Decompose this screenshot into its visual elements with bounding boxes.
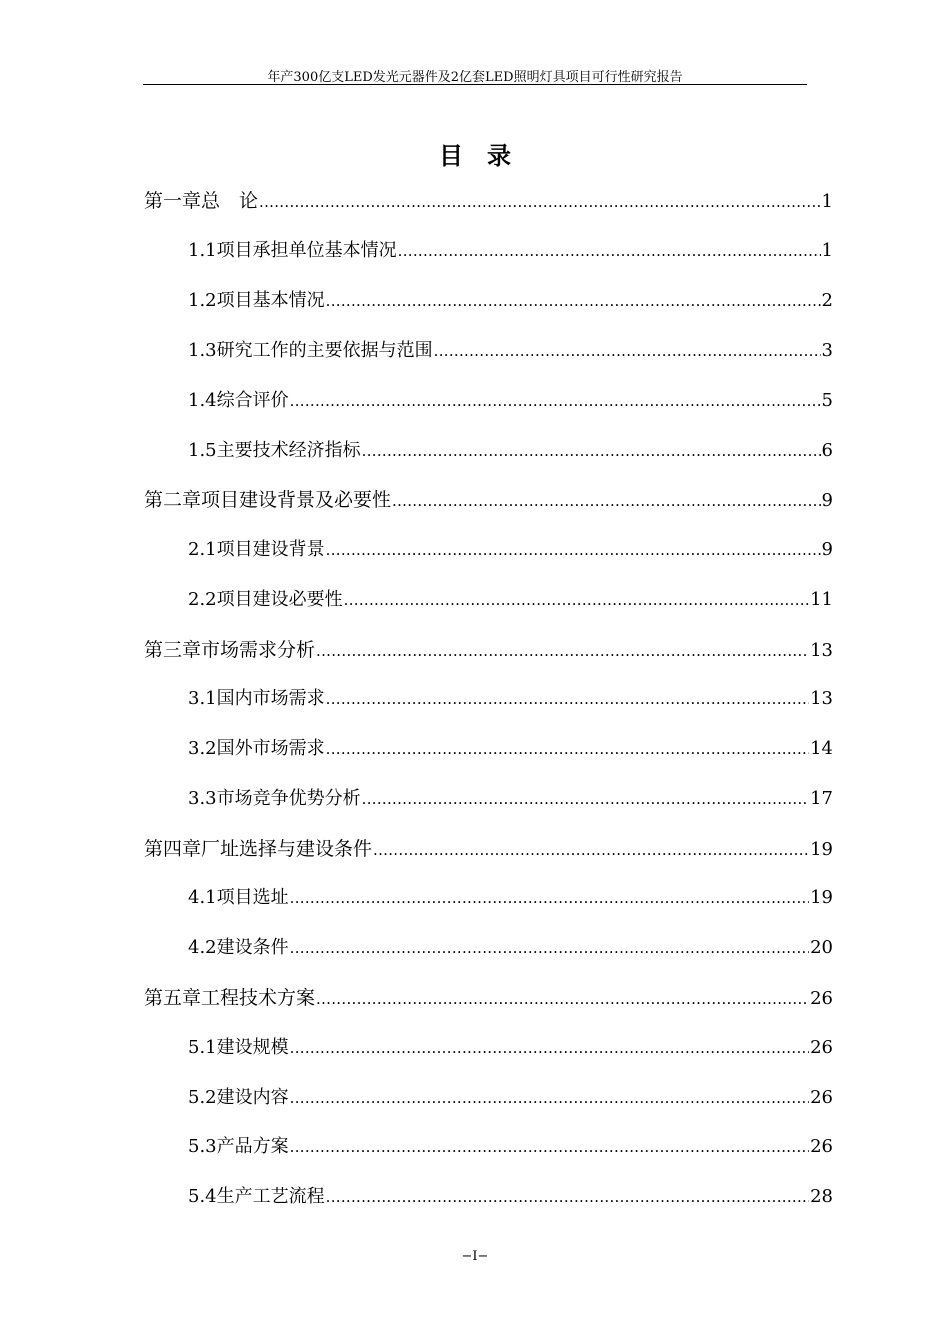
toc-page-number: 6 — [821, 440, 833, 461]
toc-leader-dots — [316, 636, 809, 666]
toc-chapter-number: 第一章 — [144, 190, 202, 212]
toc-section-1-5[interactable] — [188, 436, 833, 466]
toc-page-number: 26 — [810, 988, 833, 1009]
toc-section-5-2[interactable] — [188, 1083, 833, 1113]
toc-section-1-2[interactable] — [188, 286, 833, 316]
header-rule — [143, 84, 807, 85]
toc-section-2-2[interactable] — [188, 585, 833, 615]
toc-chapter-2[interactable] — [144, 485, 833, 515]
toc-section-title: 项目建设背景 — [216, 539, 325, 560]
toc-section-5-4[interactable] — [188, 1182, 833, 1212]
toc-chapter-1[interactable] — [144, 186, 833, 216]
toc-chapter-title: 工程技术方案 — [201, 987, 316, 1009]
toc-section-title: 建设规模 — [216, 1037, 289, 1058]
toc-section-3-2[interactable] — [188, 734, 833, 764]
toc-leader-dots — [326, 535, 821, 565]
toc-page-number: 9 — [821, 490, 833, 511]
toc-chapter-number: 第四章 — [144, 838, 202, 860]
toc-leader-dots — [290, 386, 821, 416]
toc-leader-dots — [398, 236, 821, 266]
toc-section-title: 综合评价 — [216, 390, 289, 411]
toc-page-number: 13 — [810, 688, 833, 709]
toc-section-1-3[interactable] — [188, 336, 833, 366]
toc-section-number: 1.1 — [188, 240, 217, 261]
toc-chapter-4[interactable] — [144, 834, 833, 864]
toc-leader-dots — [434, 336, 821, 366]
toc-section-number: 2.2 — [188, 589, 217, 610]
toc-chapter-title: 总 论 — [201, 190, 259, 212]
toc-page-number: 11 — [810, 589, 833, 610]
toc-leader-dots — [290, 933, 809, 963]
toc-section-number: 1.5 — [188, 440, 217, 461]
toc-section-number: 3.2 — [188, 738, 217, 759]
toc-section-number: 1.4 — [188, 390, 217, 411]
toc-page-number: 26 — [810, 1087, 833, 1108]
page-footer-number: −I− — [461, 1249, 489, 1264]
toc-leader-dots — [326, 286, 821, 316]
toc-page-number: 26 — [810, 1037, 833, 1058]
toc-section-3-3[interactable] — [188, 784, 833, 814]
toc-chapter-title: 项目建设背景及必要性 — [201, 489, 392, 511]
toc-page-number: 14 — [810, 738, 833, 759]
toc-page-number: 9 — [821, 539, 833, 560]
toc-chapter-title: 市场需求分析 — [201, 639, 316, 661]
toc-section-5-1[interactable] — [188, 1033, 833, 1063]
toc-page-number: 3 — [821, 340, 833, 361]
toc-section-number: 3.3 — [188, 788, 217, 809]
toc-leader-dots — [362, 436, 821, 466]
toc-section-title: 市场竞争优势分析 — [216, 788, 361, 809]
toc-section-title: 主要技术经济指标 — [216, 440, 361, 461]
toc-leader-dots — [259, 187, 821, 217]
toc-leader-dots — [290, 1132, 809, 1162]
toc-section-number: 2.1 — [188, 539, 217, 560]
toc-section-title: 生产工艺流程 — [216, 1186, 325, 1207]
toc-page-number: 19 — [810, 887, 833, 908]
toc-section-title: 国内市场需求 — [216, 688, 325, 709]
toc-section-title: 项目选址 — [216, 887, 289, 908]
toc-leader-dots — [392, 486, 821, 516]
toc-section-title: 建设内容 — [216, 1087, 289, 1108]
toc-chapter-3[interactable] — [144, 635, 833, 665]
toc-leader-dots — [373, 835, 809, 865]
toc-leader-dots — [326, 684, 809, 714]
toc-page-number: 17 — [810, 788, 833, 809]
toc-chapter-number: 第五章 — [144, 987, 202, 1009]
toc-chapter-number: 第三章 — [144, 639, 202, 661]
toc-leader-dots — [316, 984, 809, 1014]
toc-section-4-2[interactable] — [188, 933, 833, 963]
toc-section-5-3[interactable] — [188, 1132, 833, 1162]
toc-leader-dots — [290, 883, 809, 913]
toc-section-number: 5.4 — [188, 1186, 217, 1207]
toc-section-number: 5.1 — [188, 1037, 217, 1058]
toc-chapter-number: 第二章 — [144, 489, 202, 511]
toc-leader-dots — [326, 1182, 809, 1212]
toc-section-title: 项目基本情况 — [216, 290, 325, 311]
toc-section-title: 项目承担单位基本情况 — [216, 240, 397, 261]
toc-section-number: 3.1 — [188, 688, 217, 709]
toc-section-number: 1.3 — [188, 340, 217, 361]
toc-page-number: 20 — [810, 937, 833, 958]
toc-section-1-4[interactable] — [188, 386, 833, 416]
toc-section-title: 国外市场需求 — [216, 738, 325, 759]
toc-section-title: 项目建设必要性 — [216, 589, 343, 610]
running-header: 年产300亿支LED发光元器件及2亿套LED照明灯具项目可行性研究报告 — [267, 70, 683, 85]
toc-leader-dots — [326, 734, 809, 764]
toc-section-2-1[interactable] — [188, 535, 833, 565]
toc-section-number: 1.2 — [188, 290, 217, 311]
toc-page-number: 1 — [821, 240, 833, 261]
toc-page-number: 28 — [810, 1186, 833, 1207]
toc-section-number: 4.1 — [188, 887, 217, 908]
toc-section-number: 4.2 — [188, 937, 217, 958]
toc-leader-dots — [344, 585, 809, 615]
toc-chapter-title: 厂址选择与建设条件 — [201, 838, 373, 860]
toc-section-title: 建设条件 — [216, 937, 289, 958]
toc-chapter-5[interactable] — [144, 983, 833, 1013]
toc-page-number: 19 — [810, 839, 833, 860]
toc-section-number: 5.3 — [188, 1136, 217, 1157]
toc-page-number: 13 — [810, 640, 833, 661]
toc-page-number: 5 — [821, 390, 833, 411]
toc-section-title: 产品方案 — [216, 1136, 289, 1157]
toc-section-1-1[interactable] — [188, 236, 833, 266]
toc-section-number: 5.2 — [188, 1087, 217, 1108]
toc-section-title: 研究工作的主要依据与范围 — [216, 340, 433, 361]
toc-section-4-1[interactable] — [188, 883, 833, 913]
toc-leader-dots — [290, 1033, 809, 1063]
toc-section-3-1[interactable] — [188, 684, 833, 714]
toc-page-number: 1 — [821, 191, 833, 212]
toc-page-number: 2 — [821, 290, 833, 311]
toc-page-number: 26 — [810, 1136, 833, 1157]
toc-leader-dots — [290, 1083, 809, 1113]
toc-leader-dots — [362, 784, 809, 814]
toc-title: 目录 — [439, 142, 535, 170]
